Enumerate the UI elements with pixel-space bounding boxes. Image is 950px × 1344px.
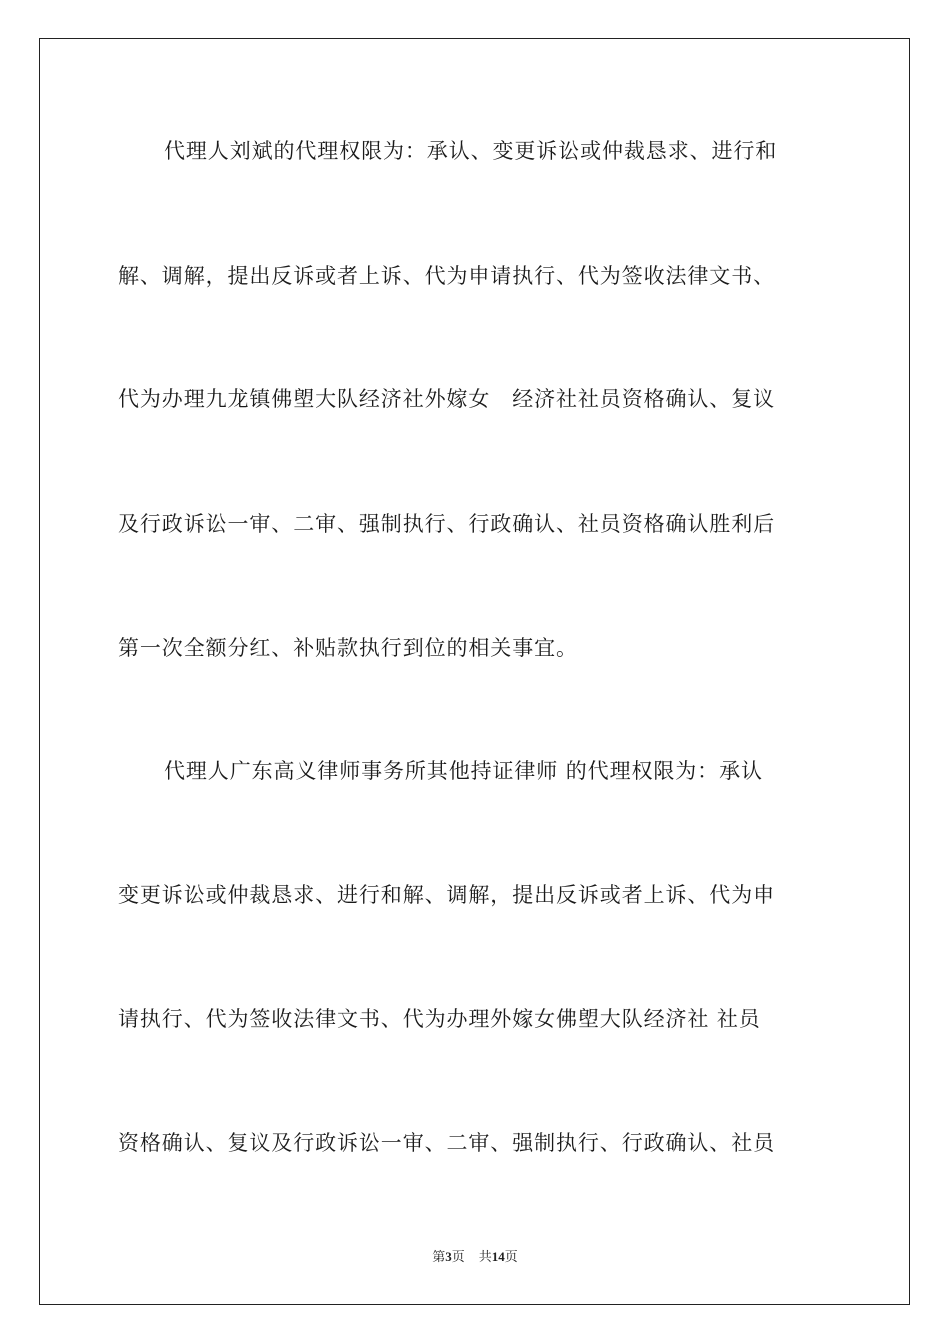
paragraph-2-line-4: 资格确认、复议及行政诉讼一审、二审、强制执行、行政确认、社员 [118,1131,775,1155]
page-label-suffix: 页 [451,1250,465,1265]
total-label-suffix: 页 [504,1250,518,1265]
total-pages: 14 [491,1249,505,1264]
paragraph-1-line-4: 及行政诉讼一审、二审、强制执行、行政确认、社员资格确认胜利后 [118,512,775,536]
page-border [39,38,910,1305]
paragraph-1-line-1: 代理人刘斌的代理权限为：承认、变更诉讼或仲裁恳求、进行和 [164,139,778,163]
paragraph-1-line-5: 第一次全额分红、补贴款执行到位的相关事宜。 [118,636,578,660]
paragraph-2-line-1: 代理人广东高义律师事务所其他持证律师 的代理权限为：承认 [164,759,763,783]
page-footer [0,1246,950,1265]
paragraph-2-line-3: 请执行、代为签收法律文书、代为办理外嫁女佛塱大队经济社 社员 [118,1007,761,1031]
page-number: 3 [445,1249,452,1264]
paragraph-1-line-3: 代为办理九龙镇佛塱大队经济社外嫁女 经济社社员资格确认、复议 [118,387,775,411]
total-label-prefix: 共 [478,1250,492,1265]
paragraph-2-line-2: 变更诉讼或仲裁恳求、进行和解、调解，提出反诉或者上诉、代为申 [118,883,775,907]
page-label-prefix: 第 [432,1250,446,1265]
paragraph-1-line-2: 解、调解，提出反诉或者上诉、代为申请执行、代为签收法律文书、 [118,264,775,288]
